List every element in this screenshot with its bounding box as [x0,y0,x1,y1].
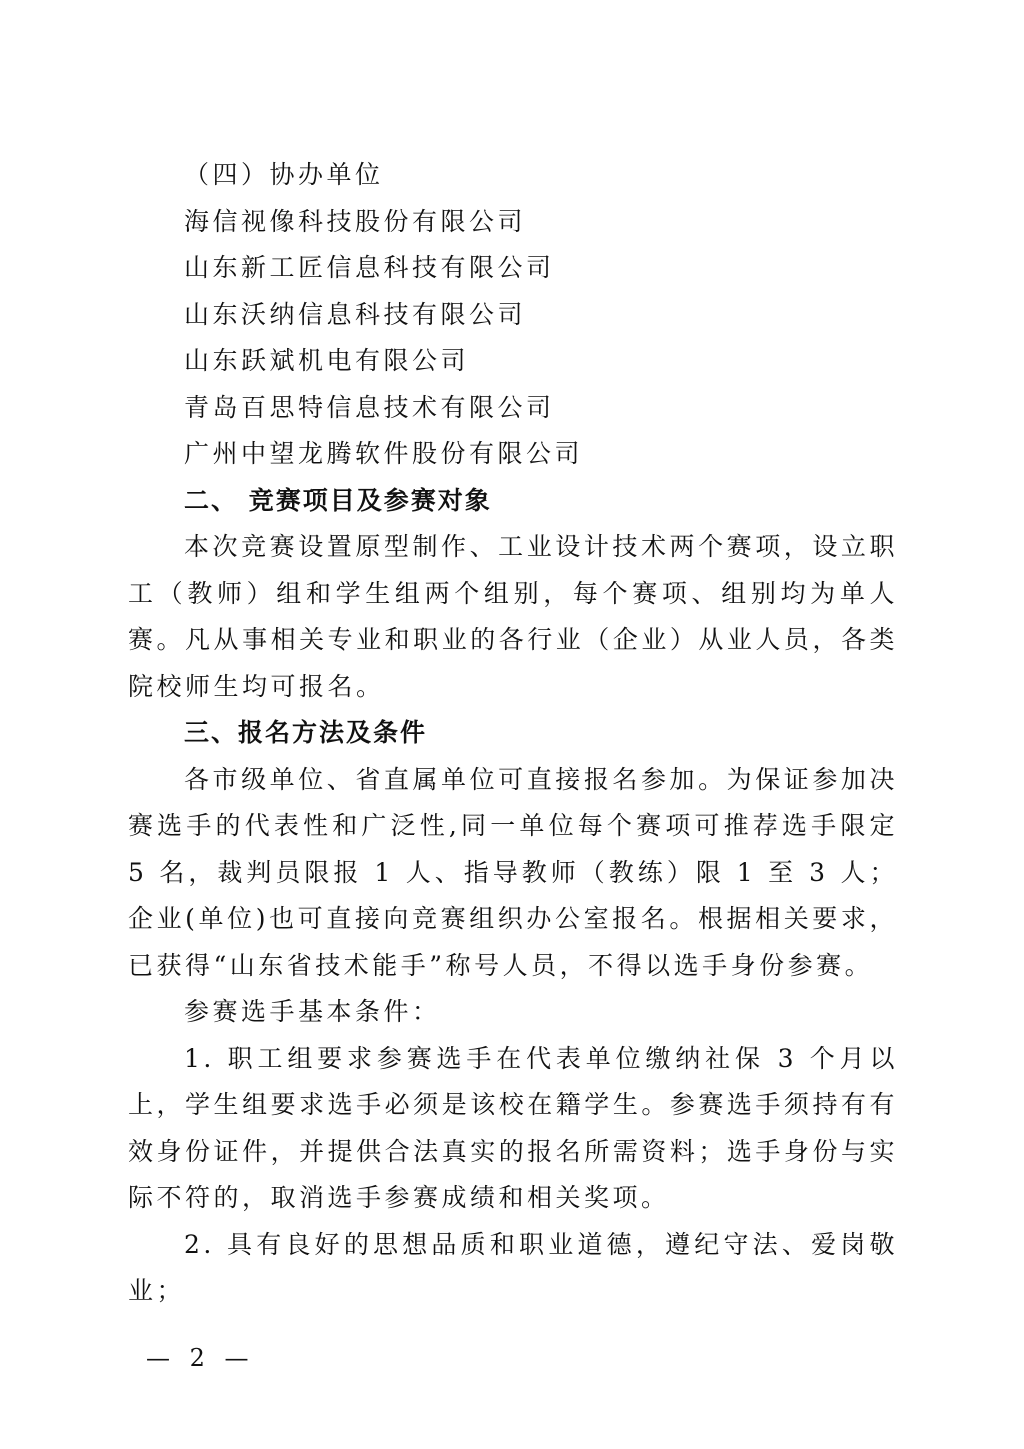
section-3-heading: 三、报名方法及条件 [184,718,428,747]
co-organizer-item: 山东沃纳信息科技有限公司 [184,299,527,329]
section-3-paragraph: 各市级单位、省直属单位可直接报名参加。为保证参加决赛选手的代表性和广泛性,同一单位每个赛项可推荐选手限定 5 名，裁判员限报 1 人、指导教师（教练）限 1 至 3 人；企业(单位)也可直接向竞赛组织办公室报名。根据相关要求，已获得“山东省技术能手”称号人员，不得以选手身份参赛。 [128,764,898,980]
co-organizer-item: 青岛百思特信息技术有限公司 [184,392,555,422]
co-organizer-item: 广州中望龙腾软件股份有限公司 [184,439,584,468]
conditions-intro: 参赛选手基本条件： [184,997,441,1026]
condition-2-paragraph: 2. 具有良好的思想品质和职业道德，遵纪守法、爱岗敬业； [128,1229,898,1305]
co-organizer-item: 海信视像科技股份有限公司 [184,206,527,236]
co-organizer-item: 山东跃斌机电有限公司 [184,346,470,375]
co-organizers-heading: （四）协办单位 [184,160,384,189]
co-organizer-item: 山东新工匠信息科技有限公司 [184,253,555,282]
section-2-paragraph: 本次竞赛设置原型制作、工业设计技术两个赛项，设立职工（教师）组和学生组两个组别，每个赛项、组别均为单人赛。凡从事相关专业和职业的各行业（企业）从业人员，各类院校师生均可报名。 [128,532,898,701]
condition-1-paragraph: 1. 职工组要求参赛选手在代表单位缴纳社保 3 个月以上，学生组要求选手必须是该校在籍学生。参赛选手须持有有效身份证件，并提供合法真实的报名所需资料；选手身份与实际不符的，取消选手参赛成绩和相关奖项。 [128,1043,898,1212]
section-2-heading: 二、 竞赛项目及参赛对象 [184,485,492,515]
document-body [128,152,898,1315]
page-number: — 2 — [146,1344,255,1372]
